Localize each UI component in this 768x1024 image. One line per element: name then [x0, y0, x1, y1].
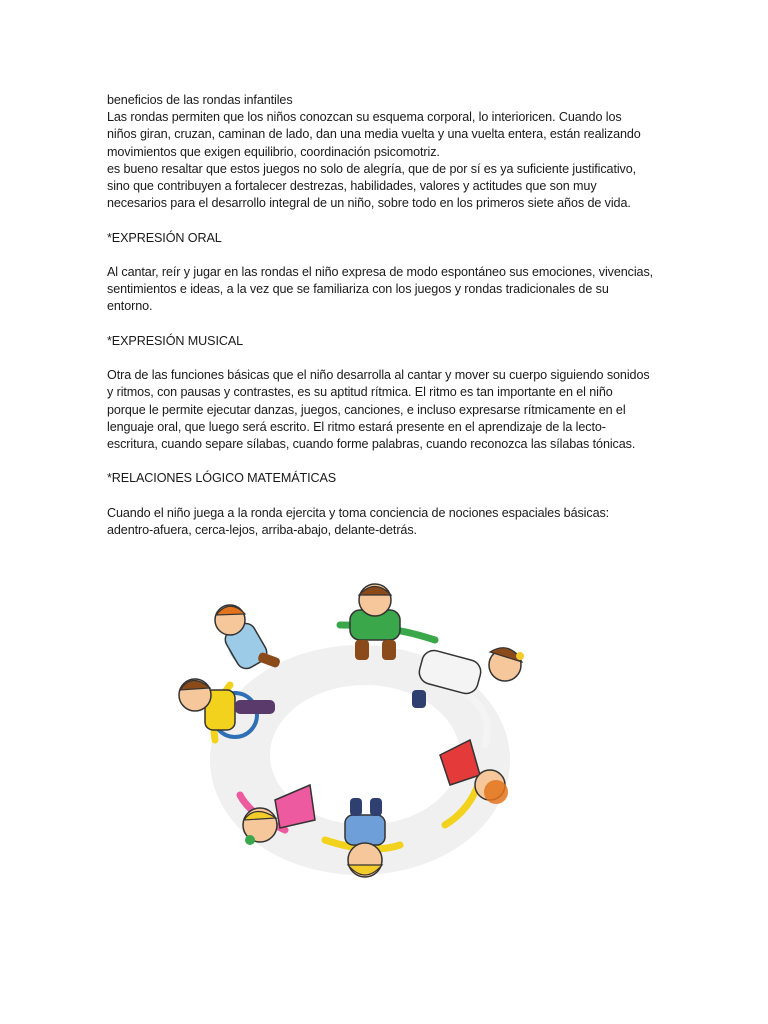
intro-line: sino que contribuyen a fortalecer destrezas, habilidades, valores y actitudes que son muy: [107, 179, 597, 194]
intro-line: movimientos que exigen equilibrio, coordinación psicomotriz.: [107, 144, 440, 159]
child-blue-shirt: [215, 605, 281, 672]
document-title: beneficios de las rondas infantiles: [107, 93, 293, 107]
section-line: escritura, cuando separe sílabas, cuando forme palabras, cuando reconozca las sílabas tónicas.: [107, 437, 636, 451]
section-line: y ritmos, con pausas y contrastes, es su aptitud rítmica. El ritmo es tan importante en el niño: [107, 385, 613, 400]
intro-line: Las rondas permiten que los niños conozcan su esquema corporal, lo interioricen. Cuando los: [107, 110, 622, 125]
intro-line: niños giran, cruzan, caminan de lado, dan una media vuelta y una vuelta entera, están realizando: [107, 127, 641, 142]
section-line: lenguaje oral, que luego será escrito. El ritmo estará presente en el aprendizaje de la lecto-: [107, 419, 606, 434]
section-line: porque le permite ejecutar danzas, juegos, canciones, e incluso expresarse rítmicamente en el: [107, 402, 626, 417]
section-line: adentro-afuera, cerca-lejos, arriba-abajo, delante-detrás.: [107, 522, 417, 537]
section-line: sentimientos e ideas, a la vez que se familiariza con los juegos y rondas tradicionales de su: [107, 282, 609, 297]
section-heading-logic-math: *RELACIONES LÓGICO MATEMÁTICAS: [107, 471, 337, 486]
document-body: [107, 92, 677, 539]
intro-line: es bueno resaltar que estos juegos no solo de alegría, que de por sí es ya suficiente justificativo,: [107, 161, 637, 176]
children-circle-dance-illustration: [150, 570, 550, 900]
intro-line: necesarios para el desarrollo integral de un niño, sobre todo en los primeros siete años de vida.: [107, 196, 631, 211]
section-heading-oral: *EXPRESIÓN ORAL: [107, 230, 222, 245]
section-line: entorno.: [107, 299, 153, 314]
section-heading-musical: *EXPRESIÓN MUSICAL: [107, 333, 244, 348]
section-line: Al cantar, reír y jugar en las rondas el niño expresa de modo espontáneo sus emociones, vivencias,: [107, 265, 654, 279]
section-line: Cuando el niño juega a la ronda ejercita y toma conciencia de nociones espaciales básicas:: [107, 505, 610, 520]
section-line: Otra de las funciones básicas que el niño desarrolla al cantar y mover su cuerpo siguiendo sonidos: [107, 368, 650, 383]
